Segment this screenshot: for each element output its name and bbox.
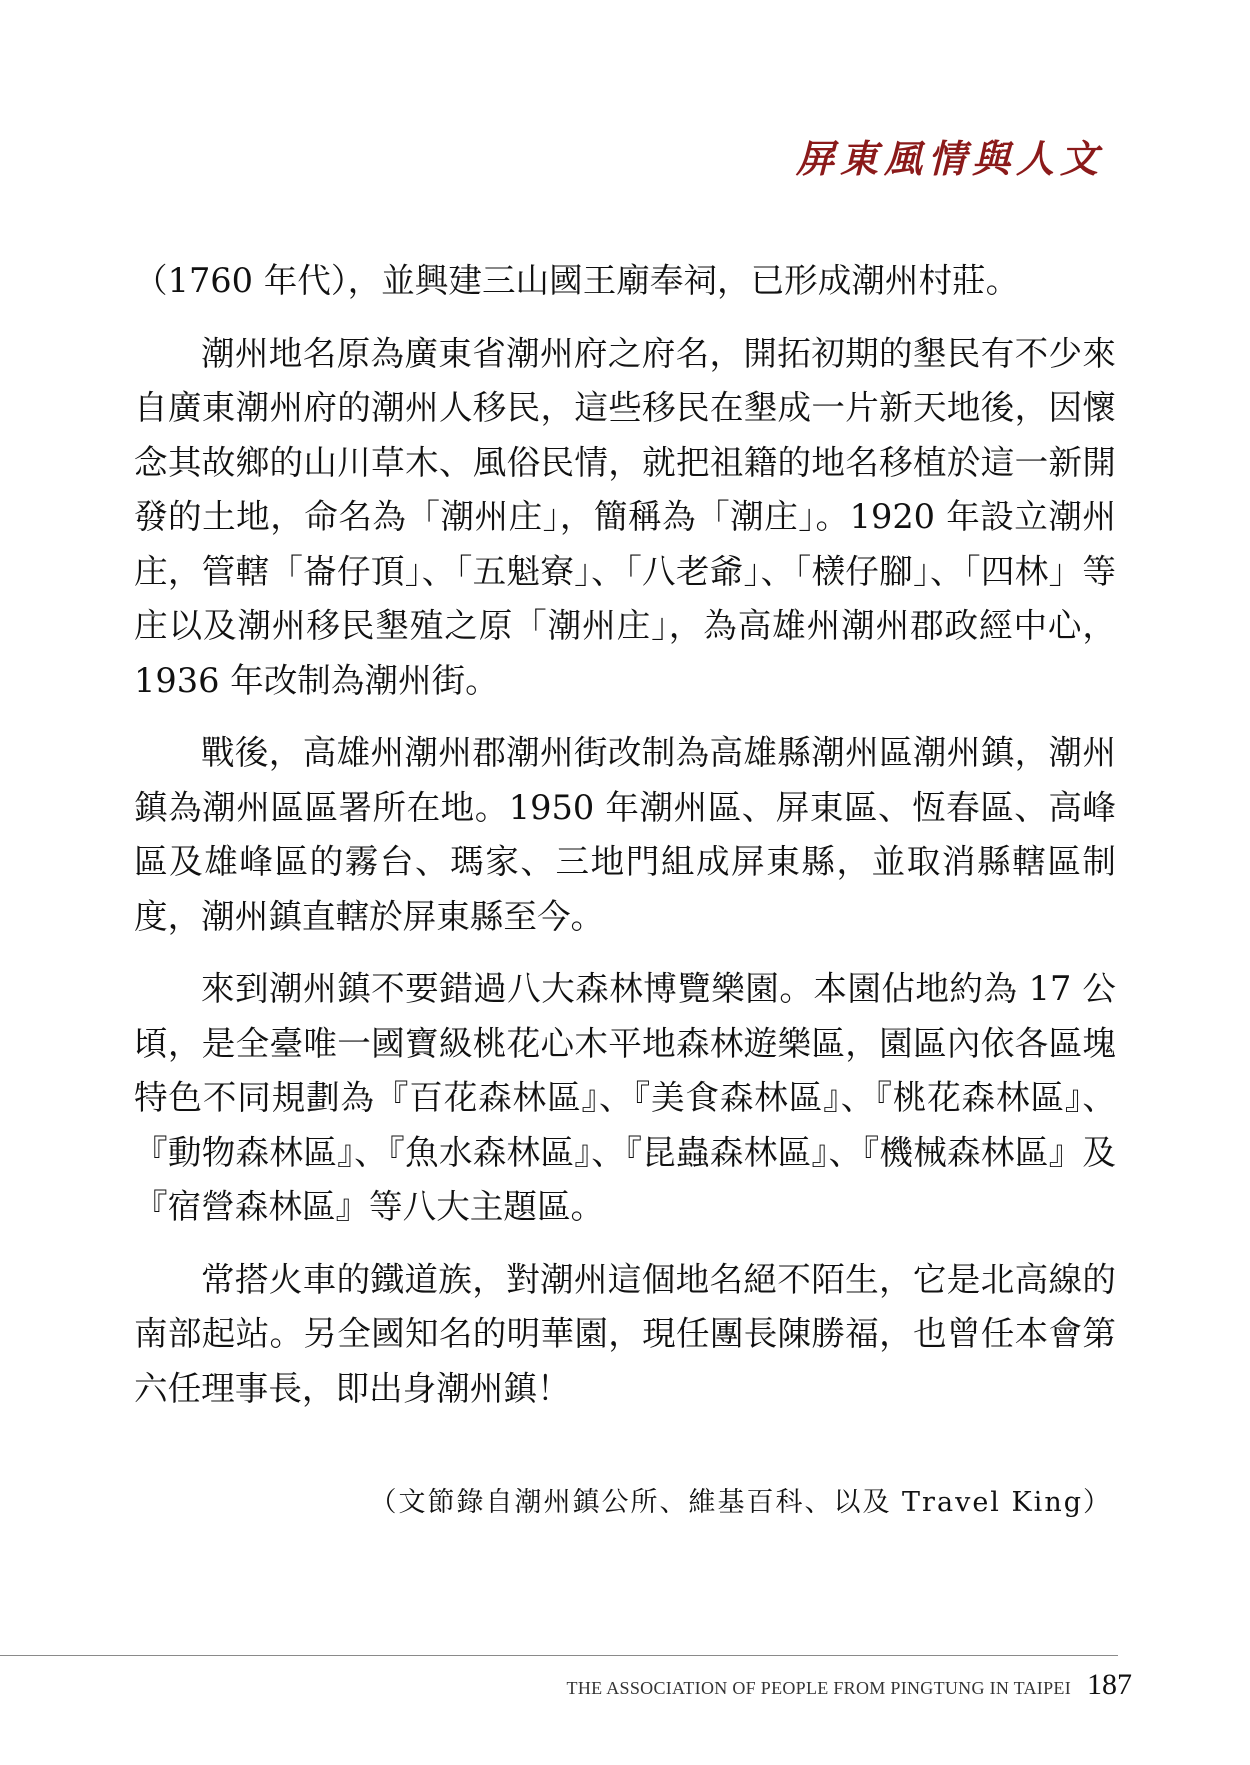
paragraph-forest-park: 來到潮州鎮不要錯過八大森林博覽樂園。本園佔地約為 17 公頃，是全臺唯一國寶級桃花心木平地森林遊樂區，園區內依各區塊特色不同規劃為『百花森林區』、『美食森林區』、『桃花森林區』、『動物森林區』、『魚水森林區』、『昆蟲森林區』、『機械森林區』及『宿營森林區』等八大主題區。 [134,969,1116,1226]
paragraph-railway-and-troupe: 常搭火車的鐵道族，對潮州這個地名絕不陌生，它是北高線的南部起站。另全國知名的明華園，現任團長陳勝福，也曾任本會第六任理事長，即出身潮州鎮！ [134,1259,1116,1408]
paragraph-postwar-history: 戰後，高雄州潮州郡潮州街改制為高雄縣潮州區潮州鎮，潮州鎮為潮州區區署所在地。1950 年潮州區、屏東區、恆春區、高峰區及雄峰區的霧台、瑪家、三地門組成屏東縣，並取消縣轄區制度，潮州鎮直轄於屏東縣至今。 [134,733,1116,936]
page-header-title: 屏東風情與人文 [795,136,1104,181]
source-citation: （文節錄自潮州鎮公所、維基百科、以及 Travel King） [369,1487,1112,1518]
page-number: 187 [1087,1668,1132,1701]
footer-divider [0,1655,1118,1656]
paragraph-continuation: （1760 年代），並興建三山國王廟奉祠，已形成潮州村莊。 [134,261,1020,300]
paragraph-place-name-origin: 潮州地名原為廣東省潮州府之府名，開拓初期的墾民有不少來自廣東潮州府的潮州人移民，這些移民在墾成一片新天地後，因懷念其故鄉的山川草木、風俗民情，就把祖籍的地名移植於這一新開發的土地，命名為「潮州庄」，簡稱為「潮庄」。1920 年設立潮州庄，管轄「崙仔頂」、「五魁寮」、「八老爺」、「檨仔腳」、「四林」等庄以及潮州移民墾殖之原「潮州庄」，為高雄州潮州郡政經中心，1936 年改制為潮州街。 [134,333,1116,700]
footer-association-name: THE ASSOCIATION OF PEOPLE FROM PINGTUNG IN TAIPEI [566,1678,1071,1698]
article-body [134,254,1116,1434]
page-footer [567,1668,1132,1702]
